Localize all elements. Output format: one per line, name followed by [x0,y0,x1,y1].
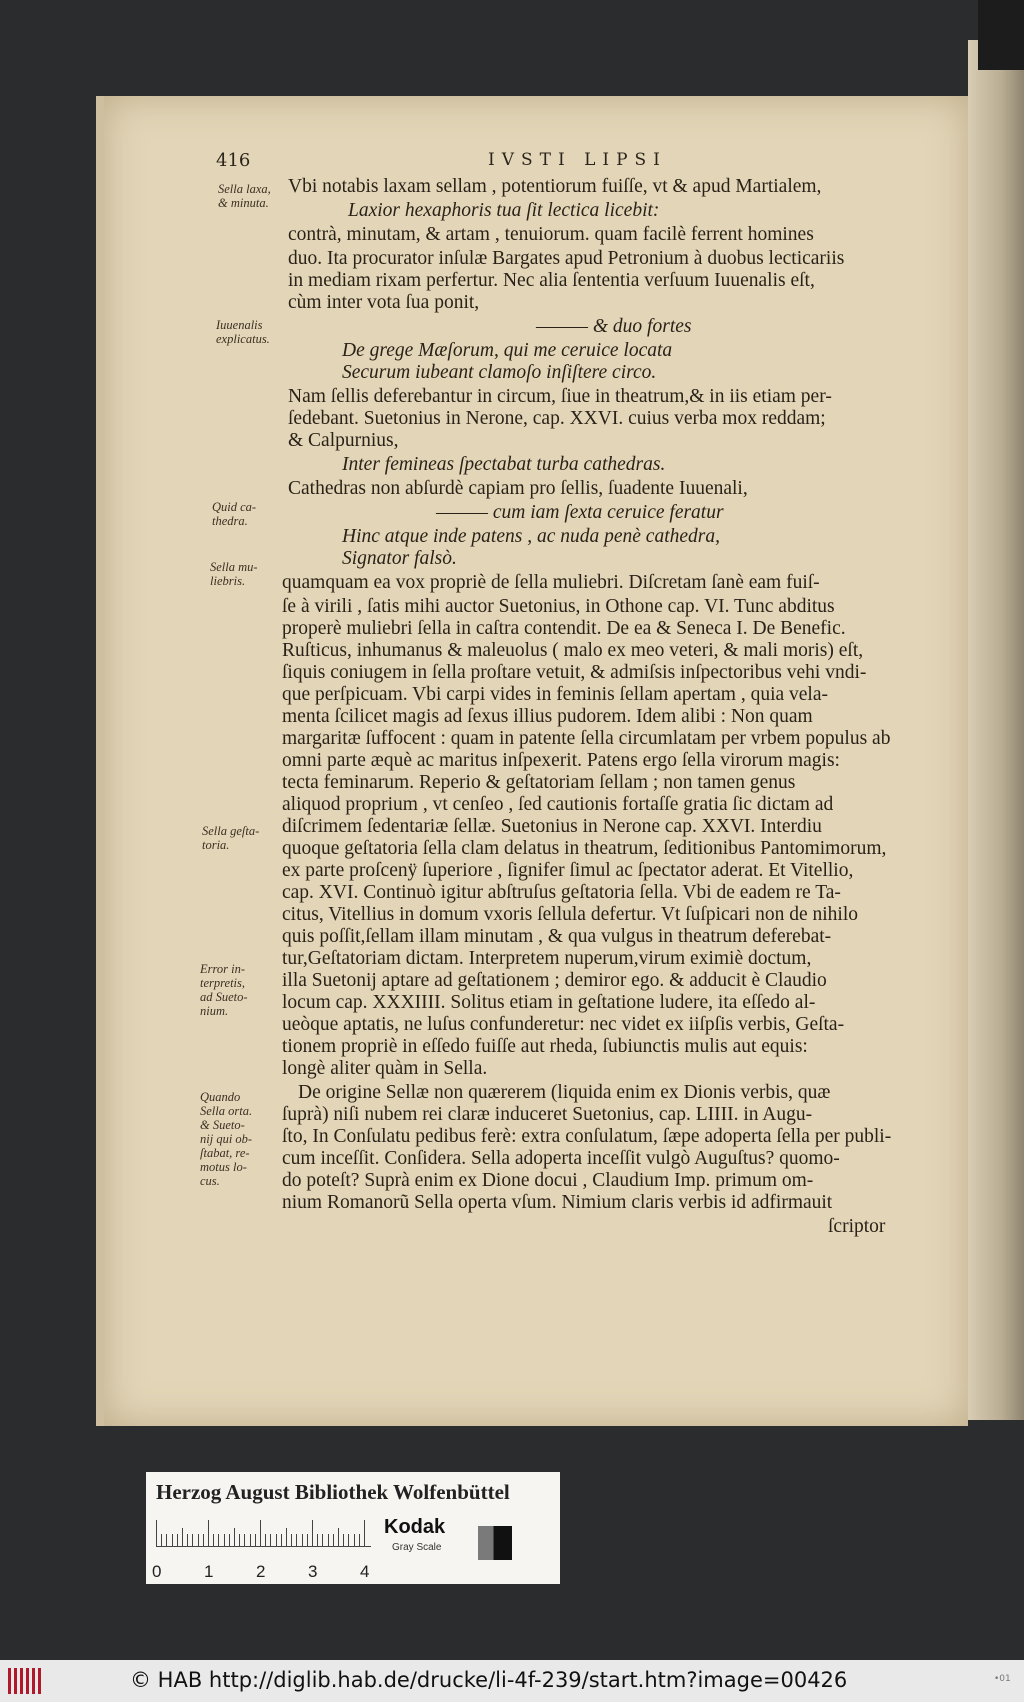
margin-note-line: Quid ca- [212,500,257,514]
margin-note-line: & minuta. [218,196,269,210]
margin-note-line: Sella geſta- [202,824,260,838]
text-line: ſuprà) niſi nubem rei claræ induceret Suetonius, cap. LIIII. in Augu- [282,1104,813,1125]
text-line: Securum iubeant clamoſo inſiſtere circo. [342,362,657,383]
ruler-tick [172,1534,173,1546]
scale-number: 1 [204,1562,214,1581]
margin-note-line: Sella laxa, [218,182,271,196]
ruler-tick [364,1520,365,1546]
text-line: cap. XVI. Continuò igitur abſtruſus geſtatoria ſella. Vbi de eadem re Ta- [282,882,841,903]
ruler-tick [270,1534,271,1546]
ruler-tick [343,1534,344,1546]
background-corner [978,0,1024,70]
margin-note-line: terpretis, [200,976,246,990]
text-line: menta ſcilicet magis ad ſexus illius pudorem. Idem alibi : Non quam [282,706,813,727]
ruler-tick [302,1534,303,1546]
text-line: ——— & duo fortes [536,316,692,337]
margin-note [200,962,248,1018]
ruler-tick [198,1534,199,1546]
text-line: ex parte proſcenÿ ſuperiore , ſignifer ſimul ac ſpectator aderat. Et Vitellio, [282,860,854,881]
ruler-tick [322,1534,323,1546]
ruler-tick [265,1534,266,1546]
text-line: ueòque aptatis, ne luſus confunderetur: nec videt ex iiſpſis verbis, Geſta- [282,1014,845,1035]
ruler-tick [161,1534,162,1546]
margin-note [210,560,258,588]
ruler-tick [276,1534,277,1546]
ruler-tick [260,1520,261,1546]
text-line: Ruſticus, inhumanus & maleuolus ( malo ex meo veteri, & mali moris) eſt, [282,640,864,661]
text-line: illa Suetonij aptare ad geſtationem ; demiror ego. & adducit è Claudio [282,970,827,991]
margin-note-line: liebris. [210,574,246,588]
scale-number: 0 [152,1562,162,1581]
text-line: duo. Ita procurator inſulæ Bargates apud Petronium à duobus lecticariis [288,248,845,269]
text-line: quamquam ea vox propriè de ſella muliebri. Diſcretam ſanè eam fuiſ- [282,572,820,593]
ruler-tick [156,1520,157,1546]
ruler-tick [239,1534,240,1546]
margin-note [218,182,271,210]
text-line: diſcrimem ſedentariæ ſellæ. Suetonius in Nerone cap. XXVI. Interdiu [282,816,822,837]
ruler-tick [291,1534,292,1546]
ruler-tick [182,1528,183,1546]
text-line: tionem propriè in eſſedo fuiſſe aut rheda, ſubiunctis mulis aut equis: [282,1036,808,1057]
margin-note-line: Quando [200,1090,241,1104]
text-line: do poteſt? Suprà enim ex Dione docui , Claudium Imp. primum om- [282,1170,814,1191]
text-line: properè muliebri ſella in caſtra contendit. De ea & Seneca I. De Benefic. [282,618,846,639]
margin-note [212,500,256,528]
margin-note-line: ſtabat, re- [200,1146,250,1160]
text-line: & Calpurnius, [288,430,399,451]
scale-ruler [156,1518,371,1547]
gray-swatch [478,1526,512,1560]
text-line: cùm inter vota ſua ponit, [288,292,480,313]
text-line: longè aliter quàm in Sella. [282,1058,488,1079]
margin-note-line: nium. [200,1004,229,1018]
text-line: Inter femineas ſpectabat turba cathedras. [342,454,666,475]
margin-note-line: nij qui ob- [200,1132,253,1146]
ruler-tick [359,1534,360,1546]
ruler-tick [348,1534,349,1546]
kodak-logo: Kodak [384,1516,446,1538]
text-line: Cathedras non abſurdè capiam pro ſellis, ſuadente Iuuenali, [288,478,748,499]
text-line: Hinc atque inde patens , ac nuda penè cathedra, [342,526,720,547]
text-line: nium Romanorũ Sella operta vſum. Nimium claris verbis id adfirmauit [282,1192,833,1213]
ruler-tick [317,1534,318,1546]
ruler-tick [192,1534,193,1546]
margin-note-line: & Sueto- [200,1118,245,1132]
text-line: De origine Sellæ non quærerem (liquida enim ex Dionis verbis, quæ [298,1082,831,1103]
text-line: Signator falsò. [342,548,457,569]
hab-barcode-icon [8,1668,46,1694]
ruler-tick [187,1534,188,1546]
text-line: quis poſſit,ſellam illam minutam , & qua vulgus in theatrum deferebat- [282,926,832,947]
ruler-tick [307,1534,308,1546]
running-head: IVSTI LIPSI [488,150,667,170]
text-line: ſto, In Conſulatu pedibus ferè: extra conſulatum, ſæpe adoperta ſella per publi- [282,1126,892,1147]
ruler-tick [218,1534,219,1546]
corner-marker: •01 [994,1674,1011,1684]
ruler-tick [328,1534,329,1546]
text-line: tur,Geſtatoriam dictam. Interpretem nuperum,virum eximiè doctum, [282,948,812,969]
margin-note-line: cus. [200,1174,220,1188]
text-line: quoque geſtatoria ſella clam delatus in theatrum, ſeditionibus Pantomimorum, [282,838,887,859]
margin-note-line: Error in- [200,962,246,976]
text-line: in mediam rixam perfertur. Nec alia ſententia verſuum Iuuenalis eſt, [288,270,815,291]
ruler-tick [229,1534,230,1546]
margin-note-line: explicatus. [216,332,270,346]
margin-note-line: Iuuenalis [216,318,263,332]
footer-bar [0,1660,1024,1702]
text-line: ſe à virili , ſatis mihi auctor Suetonius, in Othone cap. VI. Tunc abditus [282,596,835,617]
ruler-tick [224,1534,225,1546]
text-line: Laxior hexaphoris tua ſit lectica licebit: [348,200,660,221]
ruler-tick [166,1534,167,1546]
text-line: ſcriptor [828,1216,886,1237]
ruler-tick [338,1528,339,1546]
scale-number: 3 [308,1562,318,1581]
page-number: 416 [216,150,251,171]
ruler-tick [255,1534,256,1546]
ruler-tick [354,1534,355,1546]
text-line: tecta feminarum. Reperio & geſtatoriam ſellam ; non tamen genus [282,772,796,793]
text-line: omni parte æquè ac maritus inſpexerit. Patens ergo ſella virorum magis: [282,750,840,771]
margin-note [216,318,270,346]
text-line: Nam ſellis deferebantur in circum, ſiue in theatrum,& in iis etiam per- [288,386,832,407]
ruler-tick [286,1528,287,1546]
text-line: ——— cum iam ſexta ceruice feratur [436,502,724,523]
text-line: De grege Mæſorum, qui me ceruice locata [342,340,673,361]
page-header [216,150,916,174]
kodak-gray-scale-label: Gray Scale [392,1542,442,1553]
library-name: Herzog August Bibliothek Wolfenbüttel [156,1480,510,1504]
ruler-tick [250,1534,251,1546]
ruler-tick [296,1534,297,1546]
ruler-tick [281,1534,282,1546]
text-line: Vbi notabis laxam sellam , potentiorum fuiſſe, vt & apud Martialem, [288,176,822,197]
text-line: ſedebant. Suetonius in Nerone, cap. XXVI. cuius verba mox reddam; [288,408,826,429]
margin-note-line: ad Sueto- [200,990,248,1004]
text-line: contrà, minutam, & artam , tenuiorum. quam facilè ferrent homines [288,224,814,245]
margin-note [200,1090,252,1188]
color-calibration-card [146,1472,560,1584]
margin-note [202,824,259,852]
ruler-tick [234,1528,235,1546]
ruler-tick [244,1534,245,1546]
text-line: cum inceſſit. Conſidera. Sella adoperta inceſſit vulgò Auguſtus? quomo- [282,1148,840,1169]
text-line: locum cap. XXXIIII. Solitus etiam in geſtatione ludere, ita eſſedo al- [282,992,816,1013]
ruler-tick [333,1534,334,1546]
copyright-url[interactable]: © HAB http://diglib.hab.de/drucke/li-4f-239/start.htm?image=00426 [130,1668,848,1692]
ruler-tick [312,1520,313,1546]
adjacent-page-edge [968,40,1024,1420]
ruler-tick [208,1520,209,1546]
scale-number: 4 [360,1562,370,1581]
margin-note-line: thedra. [212,514,248,528]
text-line: margaritæ ſuffocent : quam in patente ſella circumlatam per vrbem populus ab [282,728,891,749]
text-line: que perſpicuam. Vbi carpi vides in feminis ſellam apertam , quia vela- [282,684,828,705]
margin-note-line: toria. [202,838,230,852]
margin-note-line: Sella orta. [200,1104,253,1118]
ruler-tick [203,1534,204,1546]
ruler-tick [213,1534,214,1546]
scale-number: 2 [256,1562,266,1581]
text-line: aliquod proprium , vt cenſeo , ſed cautionis fortaſſe gratia ſic dictam ad [282,794,834,815]
text-line: ſiquis coniugem in ſella proſtare vetuit, & admiſsis inſpectoribus vehi vndi- [282,662,867,683]
ruler-tick [177,1534,178,1546]
text-line: citus, Vitellius in domum vxoris ſellula defertur. Vt ſuſpicari non de nihilo [282,904,858,925]
margin-note-line: motus lo- [200,1160,247,1174]
margin-note-line: Sella mu- [210,560,258,574]
